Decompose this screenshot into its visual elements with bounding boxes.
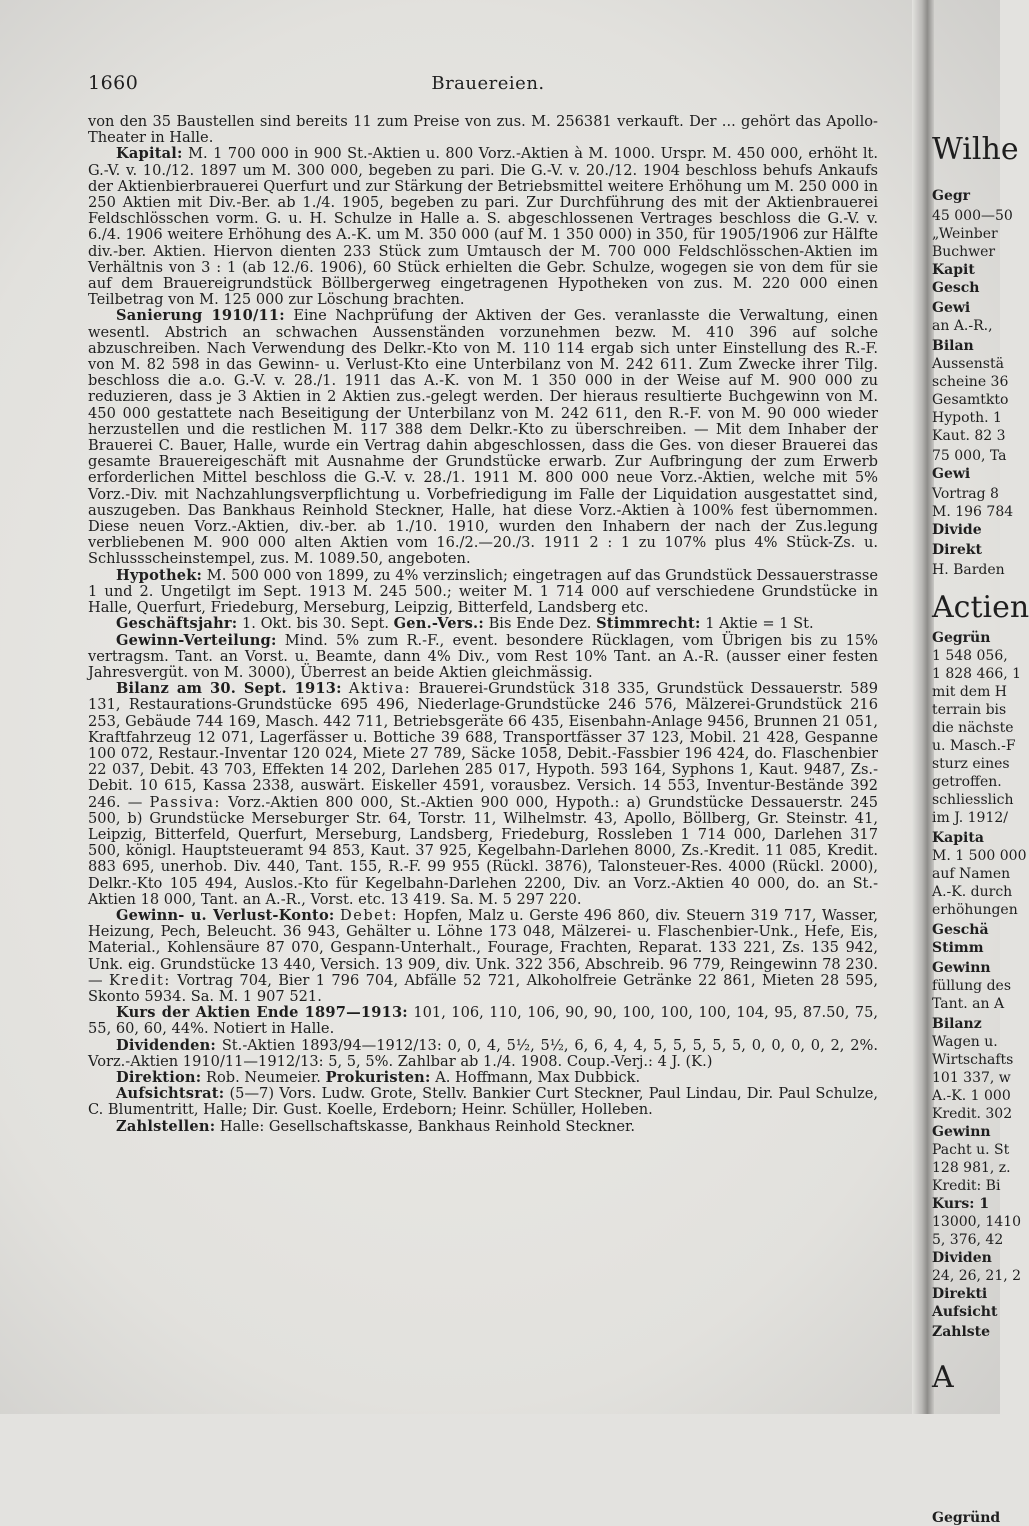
right-column-line: füllung des — [932, 978, 1012, 994]
right-column-line: sturz eines — [932, 756, 1010, 772]
right-column-line: Wagen u. — [932, 1034, 998, 1050]
right-column-line: Gegr — [932, 188, 971, 204]
right-column-line: terrain bis — [932, 702, 1007, 718]
right-column-line: Dividen — [932, 1250, 992, 1266]
kapital-section — [88, 146, 878, 308]
right-column-line: H. Barden — [932, 562, 1005, 578]
kapital-label: Kapital: — [116, 145, 183, 163]
right-column-line: Tant. an A — [932, 996, 1005, 1012]
right-column-line: Gewinn — [932, 960, 991, 976]
aufsichtsrat-label: Aufsichtsrat: — [116, 1085, 225, 1103]
right-heading-2: Actien — [932, 590, 1029, 625]
right-column-line: Direkti — [932, 1286, 988, 1302]
right-column-line: Kapita — [932, 830, 984, 846]
right-column-line: 24, 26, 21, 2 — [932, 1268, 1022, 1284]
bilanz-section — [88, 681, 878, 908]
hypothek-label: Hypothek: — [116, 566, 203, 584]
direktion-text: Rob. Neumeier. — [205, 1068, 321, 1086]
geschaeftsjahr-section — [88, 616, 878, 632]
right-column-line: die nächste — [932, 720, 1014, 736]
zahlstellen-section — [88, 1119, 878, 1135]
main-text-column — [88, 114, 878, 1135]
kurs-label: Kurs der Aktien Ende 1897—1913: — [116, 1004, 408, 1022]
right-column-line: schliesslich — [932, 792, 1014, 808]
right-column-line: Wirtschafts — [932, 1052, 1014, 1068]
right-column-line: Kredit: Bi — [932, 1178, 1001, 1194]
prokuristen-text: A. Hoffmann, Max Dubbick. — [435, 1068, 641, 1086]
right-column-line: im J. 1912/ — [932, 810, 1008, 826]
right-column-line: 5, 376, 42 — [932, 1232, 1004, 1248]
page-number: 1660 — [88, 72, 139, 94]
right-column-line: Gewi — [932, 466, 971, 482]
right-column-line: an A.-R., — [932, 318, 993, 334]
right-column-line: M. 196 784 — [932, 504, 1014, 520]
hypothek-section — [88, 568, 878, 617]
right-column-line: Geschä — [932, 922, 989, 938]
dividenden-text: St.-Aktien 1893/94—1912/13: 0, 0, 4, 5½, 5½, 6, 6, 4, 4, 5, 5, 5, 5, 5, 0, 0, 0, 0, 2, 2%. Vorz.-Aktien 1910/11—1912/13: 5, 5, 5%. Zahlbar ab 1./4. 1908. Coup.-Verj.: 4 J. (K.) — [88, 1036, 879, 1070]
right-column-line: Gegrün — [932, 630, 991, 646]
right-column-line: Direkt — [932, 542, 982, 558]
right-column-line: Gewinn — [932, 1124, 991, 1140]
kredit-text: Vortrag 704, Bier 1 796 704, Abfälle 52 721, Alkoholfreie Getränke 22 861, Mieten 28 595, Skonto 5934. Sa. M. 1 907 521. — [88, 971, 878, 1005]
stimmrecht-label: Stimmrecht: — [596, 615, 701, 633]
right-column-line: Zahlste — [932, 1324, 991, 1340]
right-column-line: 1 828 466, 1 — [932, 666, 1022, 682]
hypothek-text: M. 500 000 von 1899, zu 4% verzinslich; eingetragen auf das Grundstück Dessauerstrasse 1 und 2. Ungetilgt im Sept. 1913 M. 245 500.; weiter M. 1 714 000 auf verschiedene Grundstücke in Halle, Querfurt, Friedeburg, Merseburg, Leipzig, Bitterfeld, Landsberg etc. — [88, 566, 878, 617]
right-column-line: Kredit. 302 — [932, 1106, 1013, 1122]
direktion-label: Direktion: — [116, 1068, 202, 1086]
dividenden-section — [88, 1038, 878, 1070]
dividenden-label: Dividenden: — [116, 1036, 217, 1054]
page-title: Brauereien. — [431, 73, 545, 94]
kredit-label: Kredit: — [108, 971, 171, 989]
aufsichtsrat-text: (5—7) Vors. Ludw. Grote, Stellv. Bankier Curt Steckner, Paul Lindau, Dir. Paul Schulze, C. Blumentritt, Halle; Dir. Gust. Koelle, Erdeborn; Heinr. Schüller, Holleben. — [88, 1085, 879, 1119]
right-column-line: Gesamtkto — [932, 392, 1009, 408]
right-column-line: auf Namen — [932, 866, 1011, 882]
debet-text: Hopfen, Malz u. Gerste 496 860, div. Steuern 319 717, Wasser, Heizung, Pech, Beleucht. 36 943, Gehälter u. Löhne 173 048, Mälzerei- u. Flaschenbier-Unk., Hefe, Eis, Material., Kohlensäure 87 070, Gespann-Unterhalt., Fourage, Frachten, Reparat. 133 221, Zs. 135 942, Unk. eig. Grundstücke 13 440, Versich. 13 909, div. Unk. 322 356, Abschreib. 96 779, Reingewinn 78 230. — — [88, 906, 878, 989]
right-column-line: Kaut. 82 3 — [932, 428, 1006, 444]
right-column-line: 45 000—50 — [932, 208, 1013, 224]
sanierung-text: Eine Nachprüfung der Aktiven der Ges. veranlasste die Verwaltung, einen wesentl. Abstrich an schwachen Aussenständen vorzunehmen bezw. M. 410 396 auf solche abzuschreiben. Nach Verwendung des Delkr.-Kto von M. 110 114 ergab sich unter Einstellung des R.-F. von M. 82 598 in das Gewinn- u. Verlust-Kto eine Unterbilanz von M. 242 611. Zum Zwecke ihrer Tilg. beschloss die a.o. G.-V. v. 28./1. 1911 das A.-K. von M. 1 350 000 in der Weise auf M. 900 000 zu reduzieren, dass je 3 Aktien in 2 Aktien zus.-gelegt werden. Der hieraus resultierte Buchgewinn von M. 450 000 gestattete nach Beseitigung der Unterbilanz von M. 242 611, den R.-F. von M. 90 000 wieder herzustellen und die restlichen M. 117 388 dem Delkr.-Kto zu überschreiben. — Mit dem Inhaber der Brauerei C. Bauer, Halle, wurde ein Vertrag dahin abgeschlossen, dass die Ges. von dieser Brauerei das gesamte Brauereigeschäft mit Ausnahme der Grundstücke erwarb. Zur Aufbringung der zum Erwerb erforderlichen Mittel beschloss die G.-V. v. 28./1. 1911 M. 800 000 neue Vorz.-Aktien, welche mit 5% Vorz.-Div. mit Nachzahlungsverpflichtung u. Vorbefriedigung im Falle der Liquidation ausgestattet sind, auszugeben. Das Bankhaus Reinhold Steckner, Halle, hat diese Vorz.-Aktien à 100% fest übernommen. Diese neuen Vorz.-Aktien, div.-ber. ab 1./10. 1910, wurden den Inhabern der nach der Zus.legung verbliebenen M. 900 000 alten Aktien vom 16./2.—20./3. 1911 2 : 1 zu 107% plus 4% Stück-Zs. u. Schlussscheinstempel, zus. M. 1089.50, angeboten. — [88, 307, 879, 568]
right-column-line: getroffen. — [932, 774, 1002, 790]
gewinn-verteilung-section — [88, 633, 878, 682]
right-column-line: mit dem H — [932, 684, 1008, 700]
right-column-line: Gewi — [932, 300, 971, 316]
right-column-line: erhöhungen — [932, 902, 1018, 918]
right-column-line: Gegründ — [932, 1510, 1001, 1526]
right-column-line: Buchwer — [932, 244, 996, 260]
right-column-line: 101 337, w — [932, 1070, 1011, 1086]
right-column-line: 1 548 056, — [932, 648, 1008, 664]
guv-label: Gewinn- u. Verlust-Konto: — [116, 906, 335, 924]
right-column-line: Gesch — [932, 280, 980, 296]
right-heading-1: Wilhe — [932, 132, 1019, 167]
sanierung-label: Sanierung 1910/11: — [116, 307, 285, 325]
right-column-line: A.-K. durch — [932, 884, 1013, 900]
right-column-line: Pacht u. St — [932, 1142, 1010, 1158]
right-column-line: 128 981, z. — [932, 1160, 1011, 1176]
right-column-line: Divide — [932, 522, 982, 538]
guv-section — [88, 908, 878, 1005]
gewinn-verteilung-label: Gewinn-Verteilung: — [116, 631, 277, 649]
direktion-section — [88, 1070, 878, 1086]
right-column-line: M. 1 500 000 — [932, 848, 1027, 864]
kapital-text: M. 1 700 000 in 900 St.-Aktien u. 800 Vorz.-Aktien à M. 1000. Urspr. M. 450 000, erhöht lt. G.-V. v. 10./12. 1897 um M. 300 000, begeben zu pari. Die G.-V. v. 20./12. 1904 beschloss behufs Ankaufs der Aktienbierbrauerei Querfurt und zur Stärkung der Betriebsmittel weitere Erhöhung um M. 250 000 in 250 Aktien mit Div.-Ber. ab 1./4. 1905, begeben zu pari. Zur Durchführung des mit der Aktienbrauerei Feldschlösschen vorm. G. u. H. Schulze in Halle a. S. abgeschlossenen Vertrages beschloss die G.-V. v. 6./4. 1906 weitere Erhöhung des A.-K. um M. 350 000 (auf M. 1 350 000) in 350, für 1905/1906 zur Hälfte div.-ber. Aktien. Hiervon dienten 233 Stück zum Umtausch der M. 700 000 Feldschlösschen-Aktien im Verhältnis von 3 : 1 (ab 12./6. 1906), 60 Stück erhielten die Gebr. Schulze, wogegen sie von dem für sie auf dem Brauereigrundstück Böllbergerweg eingetragenen Hypotheken von zus. M. 220 000 einen Teilbetrag von M. 125 000 zur Löschung brachten. — [88, 145, 879, 309]
right-heading-3: A — [932, 1360, 954, 1395]
stimmrecht-text: 1 Aktie = 1 St. — [705, 615, 814, 633]
aktiva-label: Aktiva: — [348, 680, 412, 698]
right-column-line: A.-K. 1 000 — [932, 1088, 1011, 1104]
right-column-line: scheine 36 — [932, 374, 1009, 390]
right-column-line: Aussenstä — [932, 356, 1004, 372]
gewinn-verteilung-text: Mind. 5% zum R.-F., event. besondere Rücklagen, vom Übrigen bis zu 15% vertragsm. Tant. an Vorst. u. Beamte, dann 4% Div., vom Rest 10% Tant. an A.-R. (ausser einer festen Jahresvergüt. von M. 3000), Überrest an beide Aktien gleichmässig. — [88, 631, 879, 681]
kurs-text: 101, 106, 110, 106, 90, 90, 100, 100, 100, 104, 95, 87.50, 75, 55, 60, 60, 44%. Notiert in Halle. — [88, 1004, 879, 1038]
right-column-line: u. Masch.-F — [932, 738, 1016, 754]
geschaeftsjahr-label: Geschäftsjahr: — [116, 615, 238, 633]
debet-label: Debet: — [340, 906, 399, 924]
sanierung-section — [88, 308, 878, 567]
aktiva-text: Brauerei-Grundstück 318 335, Grundstück Dessauerstr. 589 131, Restaurations-Grundstücke 695 496, Niederlage-Grundstücke 246 576, Mälzerei-Grundstück 216 253, Gebäude 744 169, Masch. 442 711, Betriebsgeräte 66 435, Eisenbahn-Anlage 9456, Brunnen 21 051, Kraftfahrzeug 12 071, Lagerfässer u. Bottiche 39 688, Transportfässer 37 123, Mobil. 21 428, Gespanne 100 072, Restaur.-Inventar 120 024, Miete 27 789, Säcke 1058, Debit.-Fassbier 196 424, do. Flaschenbier 22 037, Debit. 43 703, Effekten 14 202, Darlehen 285 017, Hypoth. 593 164, Syphons 1, Kaut. 9487, Zs.-Debit. 10 615, Kassa 2338, auswärt. Eiskeller 4591, vorausbez. Versich. 14 553, Inventur-Bestände 392 246. — — [88, 680, 879, 811]
adjacent-page-column — [926, 118, 1029, 1526]
gen-vers-label: Gen.-Vers.: — [393, 615, 484, 633]
kurs-section — [88, 1005, 878, 1037]
gen-vers-text: Bis Ende Dez. — [488, 615, 592, 633]
right-column-line: Bilanz — [932, 1016, 982, 1032]
passiva-label: Passiva: — [149, 793, 221, 811]
right-column-line: Hypoth. 1 — [932, 410, 1002, 426]
right-column-line: „Weinber — [932, 226, 998, 242]
intro-paragraph: von den 35 Baustellen sind bereits 11 zum Preise von zus. M. 256381 verkauft. Der ... gehört das Apollo-Theater in Halle. — [88, 113, 878, 147]
right-column-line: 13000, 1410 — [932, 1214, 1022, 1230]
aufsichtsrat-section — [88, 1086, 878, 1118]
page-header — [88, 72, 888, 98]
zahlstellen-label: Zahlstellen: — [116, 1117, 216, 1135]
prokuristen-label: Prokuristen: — [325, 1068, 431, 1086]
passiva-text: Vorz.-Aktien 800 000, St.-Aktien 900 000, Hypoth.: a) Grundstücke Dessauerstr. 245 500, b) Grundstücke Merseburger Str. 64, Torstr. 11, Wilhelmstr. 43, Apollo, Böllberg, Gr. Steinstr. 41, Leipzig, Bitterfeld, Querfurt, Merseburg, Landsberg, Friedeburg, Rossleben 1 714 000, Darlehen 317 500, königl. Hauptsteueramt 94 853, Kaut. 37 925, Kegelbahn-Darlehen 8000, Zs.-Kredit. 11 085, Kredit. 883 695, unerhob. Div. 440, Tant. 155, R.-F. 99 955 (Rückl. 3876), Talonsteuer-Res. 4000 (Rückl. 2000), Delkr.-Kto 105 494, Auslos.-Kto für Kegelbahn-Darlehen 2200, Div. an Vorz.-Aktien 40 000, do. an St.-Aktien 18 000, Tant. an A.-R., Vorst. etc. 13 419. Sa. M. 5 297 220. — [88, 793, 879, 908]
right-column-line: Bilan — [932, 338, 974, 354]
right-column-line: Kapit — [932, 262, 975, 278]
right-column-line: Kurs: 1 — [932, 1196, 990, 1212]
right-column-line: 75 000, Ta — [932, 448, 1007, 464]
bilanz-label: Bilanz am 30. Sept. 1913: — [116, 680, 342, 698]
zahlstellen-text: Halle: Gesellschaftskasse, Bankhaus Reinhold Steckner. — [219, 1117, 635, 1135]
right-column-line: Stimm — [932, 940, 984, 956]
geschaeftsjahr-text: 1. Okt. bis 30. Sept. — [242, 615, 389, 633]
right-column-line: Aufsicht — [932, 1304, 998, 1320]
right-column-line: Vortrag 8 — [932, 486, 999, 502]
